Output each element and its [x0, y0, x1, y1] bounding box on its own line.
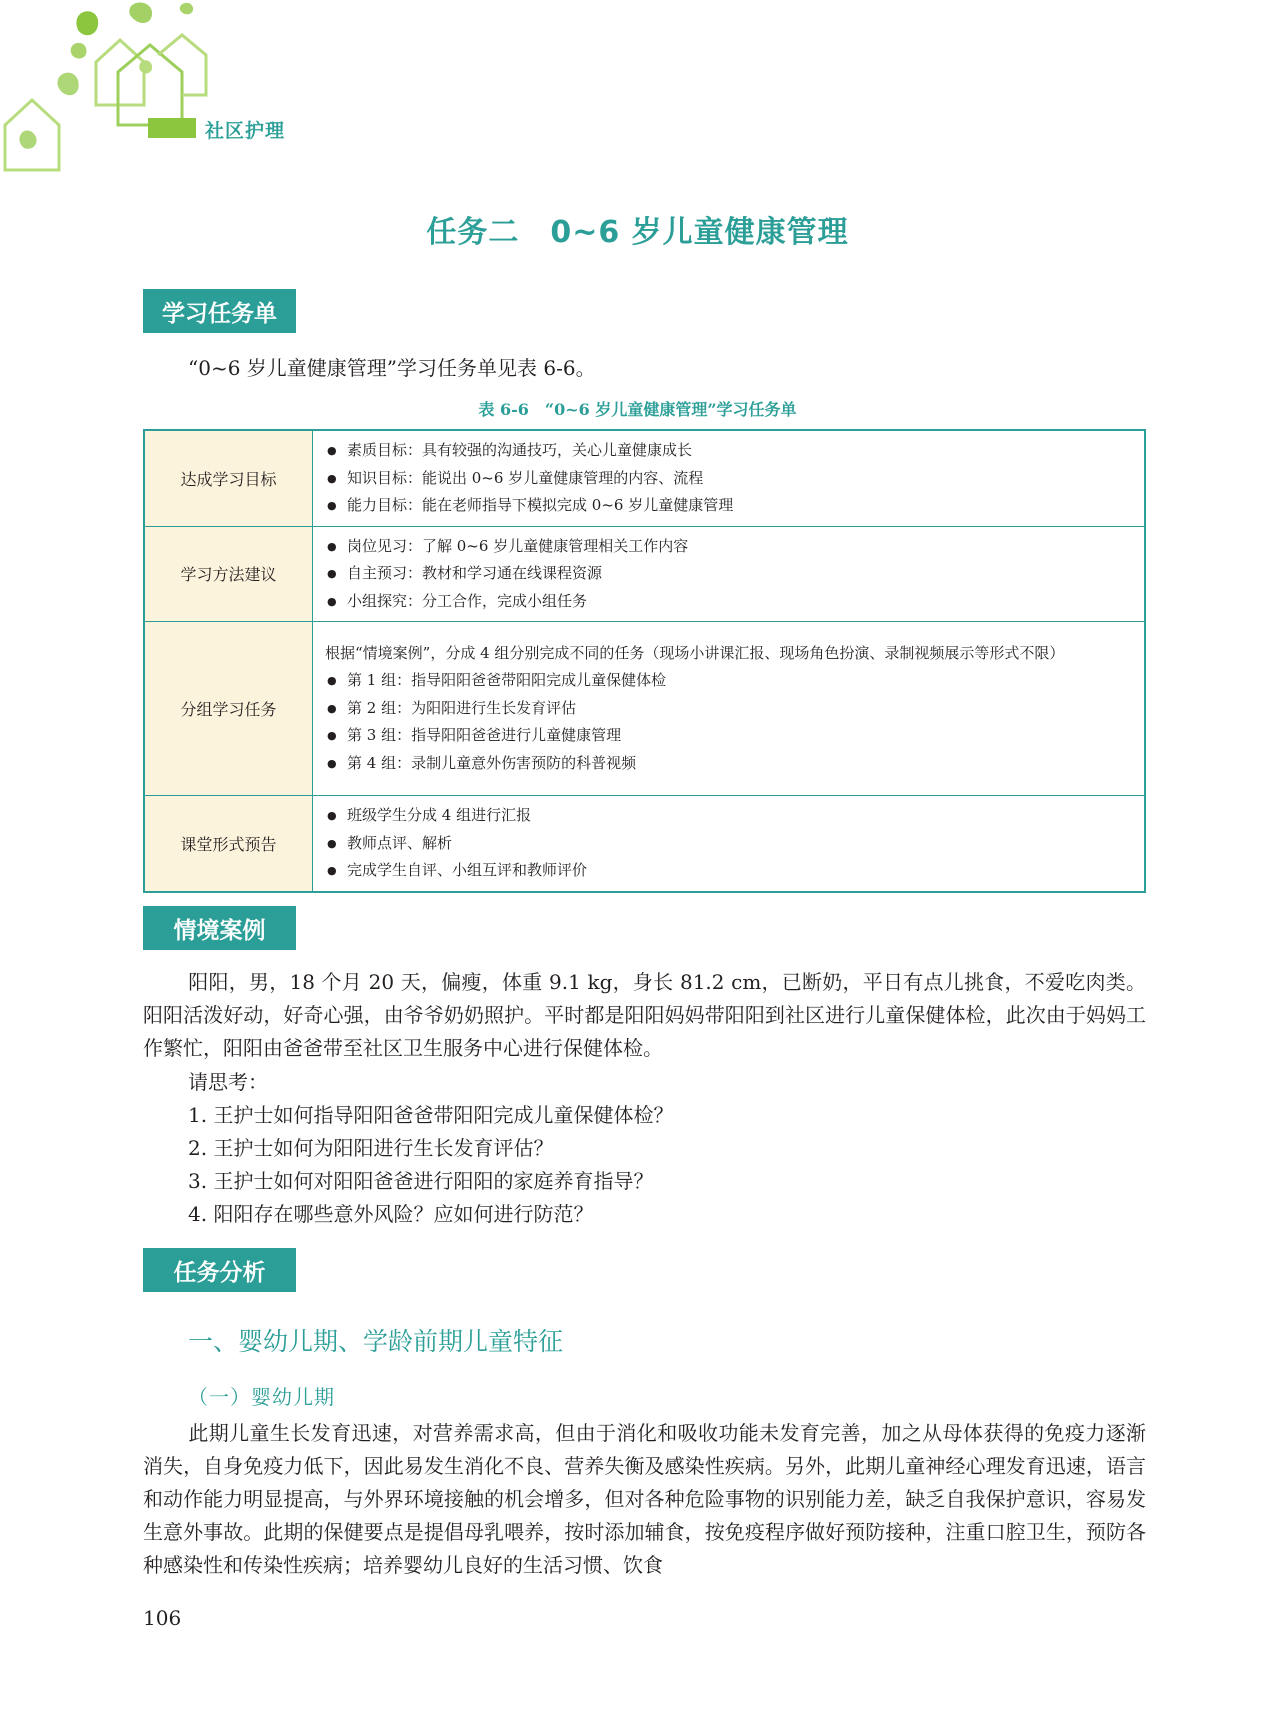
book-title: 社区护理: [205, 120, 286, 142]
house-leaf-decoration: [0, 0, 320, 180]
list-item: ● 第 1 组：指导阳阳爸爸带阳阳完成儿童保健体检: [325, 667, 1134, 695]
question-item: 3. 王护士如何对阳阳爸爸进行阳阳的家庭养育指导？: [188, 1169, 654, 1193]
list-item: ● 自主预习：教材和学习通在线课程资源: [325, 560, 1134, 588]
table-row: [144, 430, 1145, 526]
table-intro: “0~6 岁儿童健康管理”学习任务单见表 6-6。: [188, 356, 596, 380]
table-row: [144, 622, 1145, 796]
list-item: ● 素质目标：具有较强的沟通技巧，关心儿童健康成长: [325, 437, 1134, 465]
question-item: 2. 王护士如何为阳阳进行生长发育评估？: [188, 1136, 554, 1160]
question-item: 1. 王护士如何指导阳阳爸爸带阳阳完成儿童保健体检？: [188, 1103, 674, 1127]
table-caption: 表 6-6 “0~6 岁儿童健康管理”学习任务单: [478, 400, 797, 419]
row-label: 课堂形式预告: [144, 796, 313, 892]
header-accent-bar: [148, 118, 196, 138]
list-item: ● 第 2 组：为阳阳进行生长发育评估: [325, 695, 1134, 723]
case-paragraph: [143, 966, 1146, 1065]
row-content: [313, 430, 1146, 526]
list-item: ● 教师点评、解析: [325, 830, 1134, 858]
question-item: 4. 阳阳存在哪些意外风险？应如何进行防范？: [188, 1202, 594, 1226]
subsection-heading: 一、婴幼儿期、学龄前期儿童特征: [188, 1327, 564, 1356]
row-content: [313, 526, 1146, 622]
task-title: 任务二 0~6 岁儿童健康管理: [426, 215, 849, 250]
section-heading-learning: 学习任务单: [143, 289, 296, 333]
analysis-text: 此期儿童生长发育迅速，对营养需求高，但由于消化和吸收功能未发育完善，加之从母体获得的免疫力逐渐消失，自身免疫力低下，因此易发生消化不良、营养失衡及感染性疾病。另外，此期儿童神经心理发育迅速，语言和动作能力明显提高，与外界环境接触的机会增多，但对各种危险事物的识别能力差，缺乏自我保护意识，容易发生意外事故。此期的保健要点是提倡母乳喂养，按时添加辅食，按免疫程序做好预防接种，注重口腔卫生，预防各种感染性和传染性疾病；培养婴幼儿良好的生活习惯、饮食: [143, 1421, 1146, 1577]
row-label: 达成学习目标: [144, 430, 313, 526]
section-heading-analysis: 任务分析: [143, 1248, 296, 1292]
list-item: ● 第 3 组：指导阳阳爸爸进行儿童健康管理: [325, 722, 1134, 750]
list-item: ● 完成学生自评、小组互评和教师评价: [325, 857, 1134, 885]
table-row: [144, 796, 1145, 892]
list-item: ● 第 4 组：录制儿童意外伤害预防的科普视频: [325, 750, 1134, 778]
section-heading-case: 情境案例: [143, 906, 296, 950]
table-row: [144, 526, 1145, 622]
row-lead-text: 根据“情境案例”，分成 4 组分别完成不同的任务（现场小讲课汇报、现场角色扮演、录制视频展示等形式不限）: [325, 643, 1065, 662]
learning-task-table: [143, 429, 1146, 893]
sub-subsection-heading: （一）婴幼儿期: [188, 1385, 335, 1409]
list-item: ● 岗位见习：了解 0~6 岁儿童健康管理相关工作内容: [325, 533, 1134, 561]
row-label: 学习方法建议: [144, 526, 313, 622]
list-item: ● 小组探究：分工合作，完成小组任务: [325, 588, 1134, 616]
row-content: [313, 622, 1146, 796]
analysis-paragraph: [143, 1417, 1146, 1582]
list-item: ● 能力目标：能在老师指导下模拟完成 0~6 岁儿童健康管理: [325, 492, 1134, 520]
list-item: ● 知识目标：能说出 0~6 岁儿童健康管理的内容、流程: [325, 465, 1134, 493]
row-label: 分组学习任务: [144, 622, 313, 796]
page-number: 106: [143, 1606, 182, 1630]
case-prompt: 请思考：: [188, 1070, 268, 1094]
list-item: ● 班级学生分成 4 组进行汇报: [325, 802, 1134, 830]
row-content: [313, 796, 1146, 892]
case-questions: [143, 1066, 1146, 1231]
case-text: 阳阳，男，18 个月 20 天，偏瘦，体重 9.1 kg，身长 81.2 cm，已断奶，平日有点儿挑食，不爱吃肉类。阳阳活泼好动，好奇心强，由爷爷奶奶照护。平时都是阳阳妈妈带阳阳到社区进行儿童保健体检，此次由于妈妈工作繁忙，阳阳由爸爸带至社区卫生服务中心进行保健体检。: [143, 970, 1146, 1060]
